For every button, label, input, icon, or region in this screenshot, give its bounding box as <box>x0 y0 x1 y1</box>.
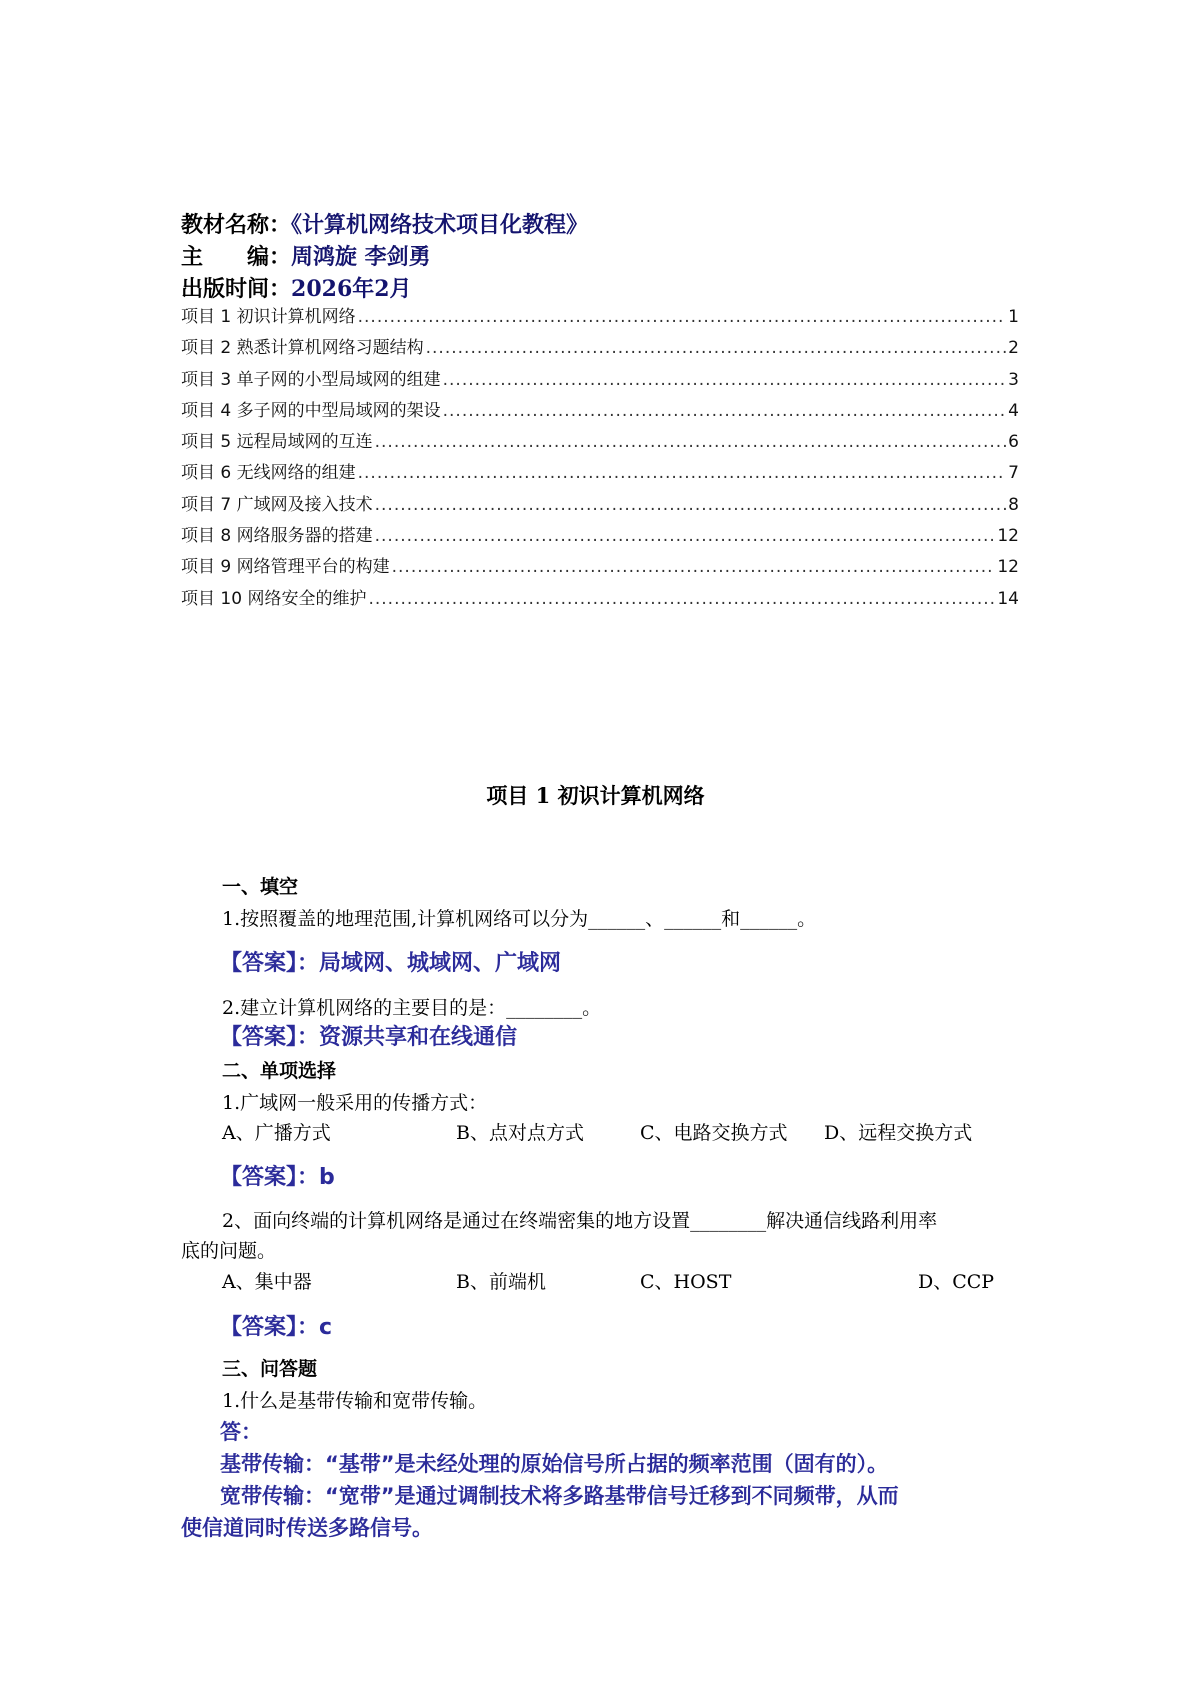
toc-entry[interactable] <box>181 302 1019 333</box>
choice-answer-2: 【答案】：c <box>220 1315 333 1340</box>
toc-entry-title: 项目 7 广域网及接入技术 <box>181 494 373 515</box>
toc-entry-page: 1 <box>1008 307 1019 327</box>
toc-leader <box>443 396 1007 427</box>
choice-question-2-line1: 2、面向终端的计算机网络是通过在终端密集的地方设置________解决通信线路利用率 <box>222 1210 938 1232</box>
toc-entry[interactable] <box>181 521 1019 552</box>
single-choice-heading: 二、单项选择 <box>222 1060 337 1082</box>
toc-entry-page: 6 <box>1008 432 1019 453</box>
short-answer-line-2: 宽带传输：“宽带”是通过调制技术将多路基带信号迁移到不同频带，从而 <box>220 1484 899 1508</box>
short-answer-heading: 三、问答题 <box>222 1358 318 1380</box>
toc-leader <box>392 552 996 583</box>
toc-leader <box>358 458 1007 489</box>
toc-entry-title: 项目 5 远程局域网的互连 <box>181 432 373 453</box>
short-answer-question-1: 1.什么是基带传输和宽带传输。 <box>222 1390 488 1412</box>
toc-entry-title: 项目 8 网络服务器的搭建 <box>181 526 373 547</box>
choice-1-option-d: D、远程交换方式 <box>824 1122 973 1144</box>
toc-entry-page: 2 <box>1008 338 1019 359</box>
toc-entry-title: 项目 9 网络管理平台的构建 <box>181 557 390 578</box>
toc-entry[interactable] <box>181 365 1019 396</box>
choice-answer-1: 【答案】：b <box>220 1165 335 1190</box>
toc-leader <box>426 333 1007 364</box>
fill-blank-question-1: 1.按照覆盖的地理范围,计算机网络可以分为______、______和______。 <box>222 908 817 930</box>
textbook-value: 《计算机网络技术项目化教程》 <box>291 212 589 238</box>
fill-blank-answer-1: 【答案】：局域网、城域网、广域网 <box>220 951 562 976</box>
table-of-contents <box>181 302 1019 615</box>
editor-label: 主 编： <box>181 244 292 270</box>
toc-entry-page: 12 <box>997 557 1019 578</box>
toc-entry[interactable] <box>181 458 1019 489</box>
short-answer-label: 答： <box>220 1420 262 1444</box>
fill-blank-answer-2: 【答案】：资源共享和在线通信 <box>220 1025 518 1050</box>
toc-entry-page: 12 <box>997 526 1019 547</box>
toc-entry[interactable] <box>181 584 1019 615</box>
toc-entry[interactable] <box>181 427 1019 458</box>
short-answer-line-1: 基带传输：“基带”是未经处理的原始信号所占据的频率范围（固有的）。 <box>220 1452 889 1476</box>
choice-2-option-b: B、前端机 <box>456 1271 546 1293</box>
toc-entry-page: 8 <box>1008 494 1019 515</box>
choice-2-option-d: D、CCP <box>918 1271 995 1293</box>
pubdate-value: 2026年2月 <box>291 276 412 302</box>
fill-blank-heading: 一、填空 <box>222 876 299 898</box>
choice-question-1: 1.广域网一般采用的传播方式： <box>222 1092 488 1114</box>
toc-entry-title: 项目 3 单子网的小型局域网的组建 <box>181 369 441 390</box>
choice-2-option-a: A、集中器 <box>222 1271 312 1293</box>
choice-question-2-line2: 底的问题。 <box>181 1240 277 1262</box>
toc-leader <box>358 302 1007 333</box>
fill-blank-question-2: 2.建立计算机网络的主要目的是：________。 <box>222 997 602 1019</box>
pubdate-line <box>181 272 412 303</box>
toc-entry-title: 项目 6 无线网络的组建 <box>181 463 356 484</box>
toc-entry-page: 3 <box>1008 369 1019 390</box>
choice-1-option-c: C、电路交换方式 <box>640 1122 788 1144</box>
choice-1-option-a: A、广播方式 <box>222 1122 331 1144</box>
toc-entry-page: 7 <box>1008 463 1019 484</box>
toc-leader <box>375 490 1007 521</box>
editor-value: 周鸿旋 李剑勇 <box>291 244 431 270</box>
toc-leader <box>368 584 995 615</box>
textbook-label: 教材名称： <box>181 212 292 238</box>
editor-line <box>181 240 431 271</box>
short-answer-line-3: 使信道同时传送多路信号。 <box>181 1516 433 1540</box>
toc-entry[interactable] <box>181 333 1019 364</box>
toc-entry-page: 4 <box>1008 400 1019 421</box>
toc-entry[interactable] <box>181 490 1019 521</box>
pubdate-label: 出版时间： <box>181 276 292 302</box>
toc-entry-title: 项目 1 初识计算机网络 <box>181 307 356 327</box>
toc-entry-title: 项目 4 多子网的中型局域网的架设 <box>181 400 441 421</box>
toc-entry-title: 项目 10 网络安全的维护 <box>181 588 367 609</box>
toc-leader <box>443 365 1007 396</box>
toc-entry-page: 14 <box>997 588 1019 609</box>
toc-entry[interactable] <box>181 396 1019 427</box>
choice-2-option-c: C、HOST <box>640 1271 732 1293</box>
choice-1-option-b: B、点对点方式 <box>456 1122 584 1144</box>
toc-entry-title: 项目 2 熟悉计算机网络习题结构 <box>181 338 424 359</box>
toc-leader <box>375 427 1007 458</box>
toc-leader <box>375 521 996 552</box>
section-title: 项目 1 初识计算机网络 <box>486 783 705 808</box>
toc-entry[interactable] <box>181 552 1019 583</box>
textbook-name-line <box>181 208 588 239</box>
